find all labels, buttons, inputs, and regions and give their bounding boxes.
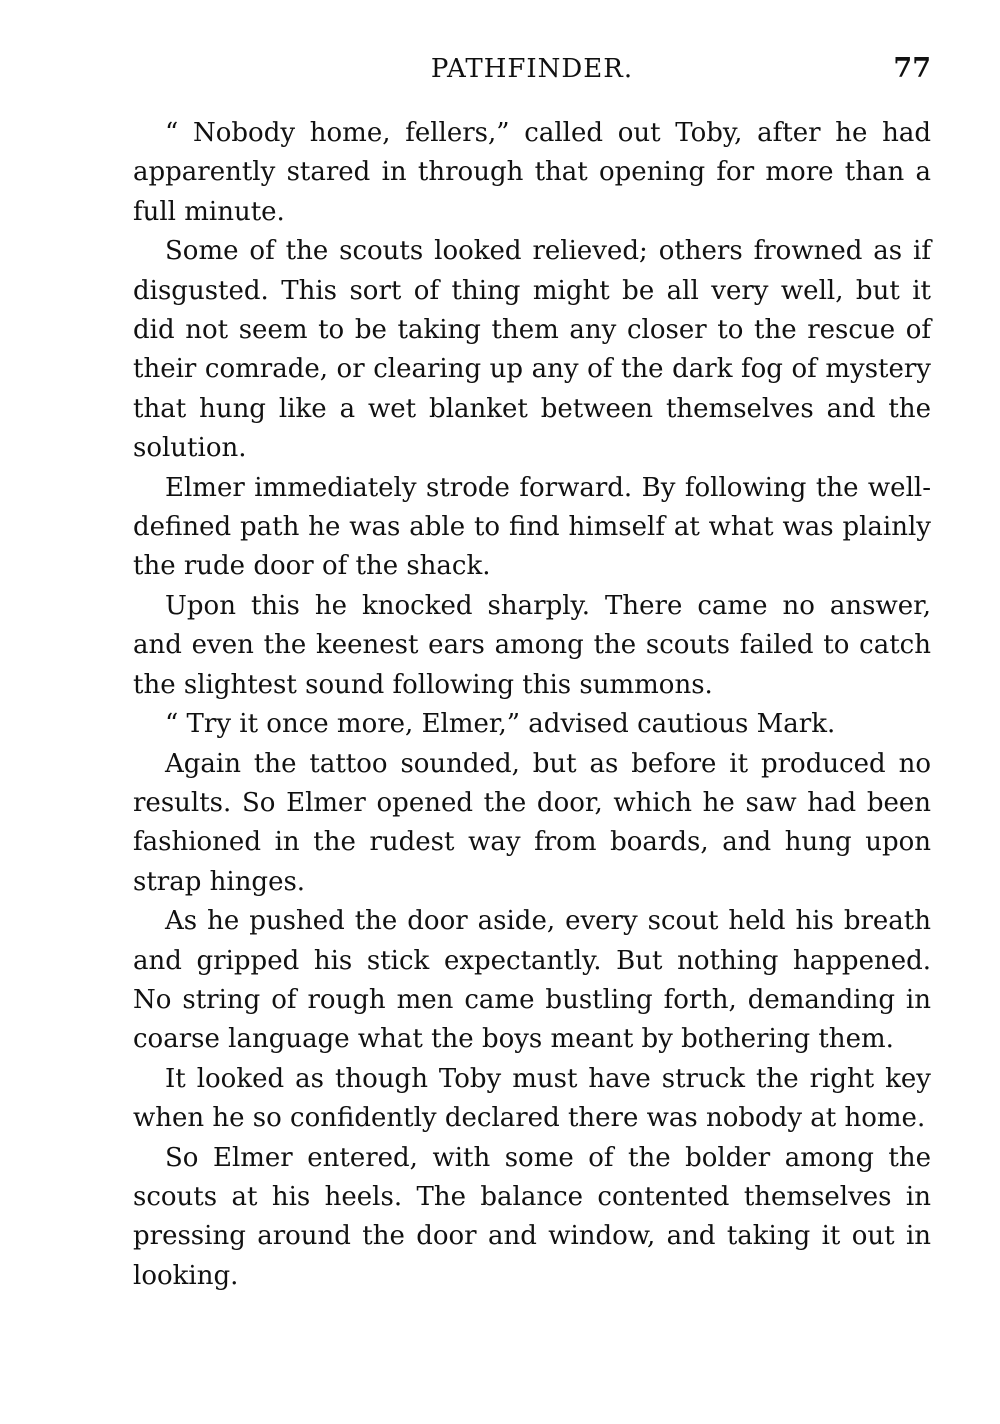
paragraph-6: Again the tattoo sounded, but as before it produced no results. So Elmer opened the door, which he saw had been fashioned in the rudest way from boards, and hung upon strap hinges. <box>133 748 931 897</box>
page-number: 77 <box>893 53 931 84</box>
paragraph-2: Some of the scouts looked relieved; others frowned as if disgusted. This sort of thing might be all very well, but it did not seem to be taking them any closer to the rescue of their comrade, or clearing up any of the dark fog of mystery that hung like a wet blanket between themselves and the solution. <box>133 236 931 464</box>
paragraph-3: Elmer immediately strode forward. By following the well-defined path he was able to find himself at what was plainly the rude door of the shack. <box>133 472 931 582</box>
paragraph-1: “ Nobody home, fellers,” called out Toby, after he had apparently stared in through that opening for more than a full minute. <box>133 118 931 227</box>
paragraph-8: It looked as though Toby must have struck the right key when he so confidently declared there was nobody at home. <box>133 1063 931 1134</box>
paragraph-7: As he pushed the door aside, every scout held his breath and gripped his stick expectantly. But nothing happened. No string of rough men came bustling forth, demanding in coarse language what the boys meant by bothering them. <box>133 906 931 1055</box>
running-title: PATHFINDER. <box>430 54 634 84</box>
paragraph-5: “ Try it once more, Elmer,” advised cautious Mark. <box>165 709 836 740</box>
paragraph-9: So Elmer entered, with some of the bolder among the scouts at his heels. The balance contented themselves in pressing around the door and window, and taking it out in looking. <box>133 1142 931 1291</box>
paragraph-4: Upon this he knocked sharply. There came no answer, and even the keenest ears among the scouts failed to catch the slightest sound following this summons. <box>133 590 931 700</box>
page-header <box>133 52 931 86</box>
body-text <box>133 114 931 1296</box>
